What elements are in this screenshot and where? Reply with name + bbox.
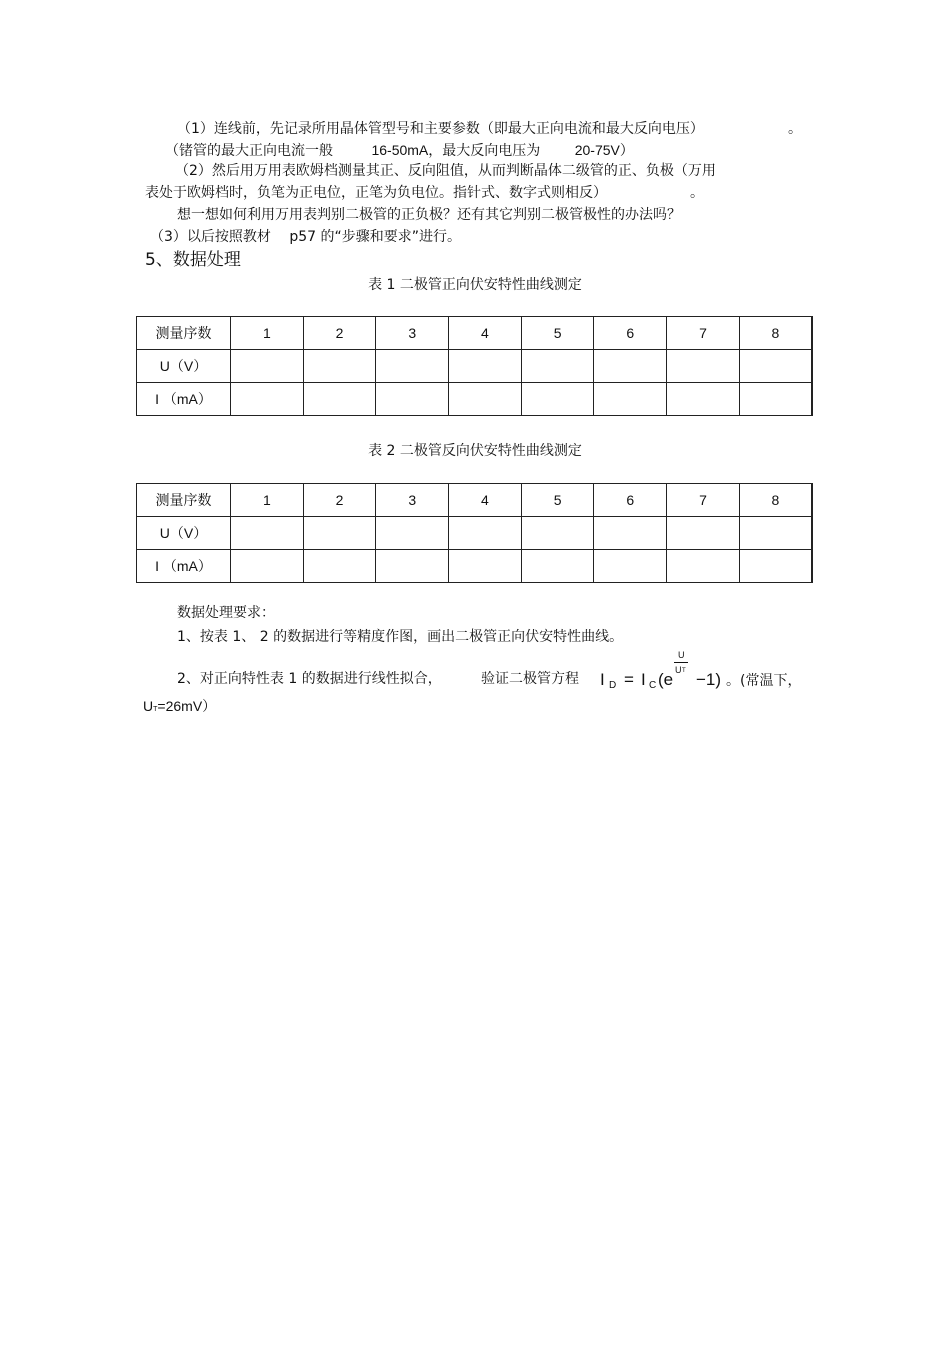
ut-value: =26mV）	[157, 698, 217, 714]
table-1-header-cell: 4	[449, 317, 522, 350]
table-2-cell	[231, 550, 304, 583]
formula-minus-one: −1)	[696, 670, 722, 689]
table-1-row-i	[137, 383, 813, 416]
formula-exp-denominator-sub: T	[682, 668, 686, 674]
table-2-cell	[739, 517, 812, 550]
table-2-cell	[449, 550, 522, 583]
table-2-header-row	[137, 484, 813, 517]
formula-exp-denominator: U	[675, 665, 682, 675]
table-2-header-cell: 4	[449, 484, 522, 517]
paragraph-2a: （2）然后用万用表欧姆档测量其正、反向阻值，从而判断晶体二级管的正、负极（万用	[175, 163, 716, 179]
table-1-header-cell: 测量序数	[137, 317, 231, 350]
requirement-item-1: 1、按表 1、 2 的数据进行等精度作图，画出二极管正向伏安特性曲线。	[177, 629, 624, 645]
paragraph-1a	[177, 120, 704, 138]
paragraph-4-text-a: （3）以后按照教材	[150, 229, 271, 245]
formula-sub-c: C	[649, 680, 657, 691]
table-1-cell	[231, 383, 304, 416]
table-2-header-cell: 7	[667, 484, 740, 517]
table-1-header-cell: 5	[521, 317, 594, 350]
table-1-cell	[449, 350, 522, 383]
table-2-header-cell: 2	[303, 484, 376, 517]
table-2-cell	[231, 517, 304, 550]
formula-equals: =	[624, 670, 634, 689]
table-1-cell	[521, 350, 594, 383]
table-1-cell	[667, 350, 740, 383]
table-1-cell	[231, 350, 304, 383]
paragraph-2b-end: 。	[690, 185, 704, 201]
paragraph-1a-end: 。	[788, 121, 802, 137]
table-2-header-cell: 6	[594, 484, 667, 517]
table-2-caption: 表 2 二极管反向伏安特性曲线测定	[368, 443, 582, 459]
paragraph-2b: 表处于欧姆档时，负笔为正电位，正笔为负电位。指针式、数字式则相反）	[145, 185, 607, 201]
paragraph-1b-text-c: 20-75V）	[574, 142, 634, 158]
paragraph-1b-text-b: 16-50mA，最大反向电压为	[371, 142, 541, 158]
table-1-cell	[376, 383, 449, 416]
table-1-cell	[521, 383, 594, 416]
table-1-caption: 表 1 二极管正向伏安特性曲线测定	[368, 277, 582, 293]
table-2-cell	[739, 550, 812, 583]
diode-equation	[600, 648, 730, 698]
formula-exp-numerator: U	[678, 650, 685, 660]
table-2-cell	[594, 517, 667, 550]
table-1-header-cell: 1	[231, 317, 304, 350]
table-1-cell	[376, 350, 449, 383]
table-2-header-cell: 测量序数	[137, 484, 231, 517]
requirement-item-2a: 2、对正向特性表 1 的数据进行线性拟合，	[177, 671, 442, 687]
ut-symbol: U	[143, 698, 154, 714]
table-1-cell	[303, 383, 376, 416]
table-1-cell	[449, 383, 522, 416]
table-1-row-u	[137, 350, 813, 383]
table-2-cell	[303, 550, 376, 583]
table-2-cell	[594, 550, 667, 583]
formula-sub-d: D	[609, 680, 617, 691]
requirement-item-2d	[143, 697, 216, 719]
table-1-cell	[739, 350, 812, 383]
paragraph-4	[150, 228, 461, 246]
table-1-row-label: I （mA）	[137, 383, 231, 416]
table-2-cell	[667, 517, 740, 550]
table-2-cell	[303, 517, 376, 550]
table-1-header-cell: 6	[594, 317, 667, 350]
paragraph-4-text-b: p57 的“步骤和要求”进行。	[289, 229, 462, 245]
table-1-header-cell: 3	[376, 317, 449, 350]
table-1-cell	[739, 383, 812, 416]
requirements-title: 数据处理要求：	[177, 605, 275, 621]
table-2-cell	[521, 550, 594, 583]
table-2-cell	[667, 550, 740, 583]
table-1-row-label: U（V）	[137, 350, 231, 383]
table-1	[136, 316, 813, 416]
section-heading-5: 5、数据处理	[145, 250, 241, 270]
paragraph-1b-text-a: （锗管的最大正向电流一般	[165, 143, 333, 159]
table-2-header-cell: 1	[231, 484, 304, 517]
table-2-header-cell: 3	[376, 484, 449, 517]
table-1-header-cell: 7	[667, 317, 740, 350]
table-2-cell	[521, 517, 594, 550]
paragraph-1b	[165, 141, 634, 160]
formula-fraction-bar	[674, 662, 688, 663]
table-2-row-label: U（V）	[137, 517, 231, 550]
requirement-item-2c: 。(常温下，	[726, 673, 802, 689]
table-2-header-cell: 5	[521, 484, 594, 517]
table-1-cell	[667, 383, 740, 416]
formula-open-e: (e	[658, 670, 674, 689]
table-1-header-cell: 2	[303, 317, 376, 350]
table-2-cell	[376, 550, 449, 583]
table-1-cell	[303, 350, 376, 383]
table-2-row-i	[137, 550, 813, 583]
requirement-item-2b: 验证二极管方程	[481, 671, 579, 687]
table-2	[136, 483, 813, 583]
table-1-cell	[594, 383, 667, 416]
formula-i-c: I	[641, 670, 646, 689]
paragraph-1a-text: （1）连线前，先记录所用晶体管型号和主要参数（即最大正向电流和最大反向电压）	[177, 121, 704, 137]
paragraph-3: 想一想如何利用万用表判别二极管的正负极？还有其它判别二极管极性的办法吗？	[177, 207, 681, 223]
table-2-row-label: I （mA）	[137, 550, 231, 583]
table-2-header-cell: 8	[739, 484, 812, 517]
table-1-cell	[594, 350, 667, 383]
table-2-cell	[449, 517, 522, 550]
table-2-cell	[376, 517, 449, 550]
formula-i: I	[600, 670, 605, 689]
table-2-row-u	[137, 517, 813, 550]
table-1-header-row	[137, 317, 813, 350]
ut-subscript: T	[153, 706, 158, 713]
table-1-header-cell: 8	[739, 317, 812, 350]
